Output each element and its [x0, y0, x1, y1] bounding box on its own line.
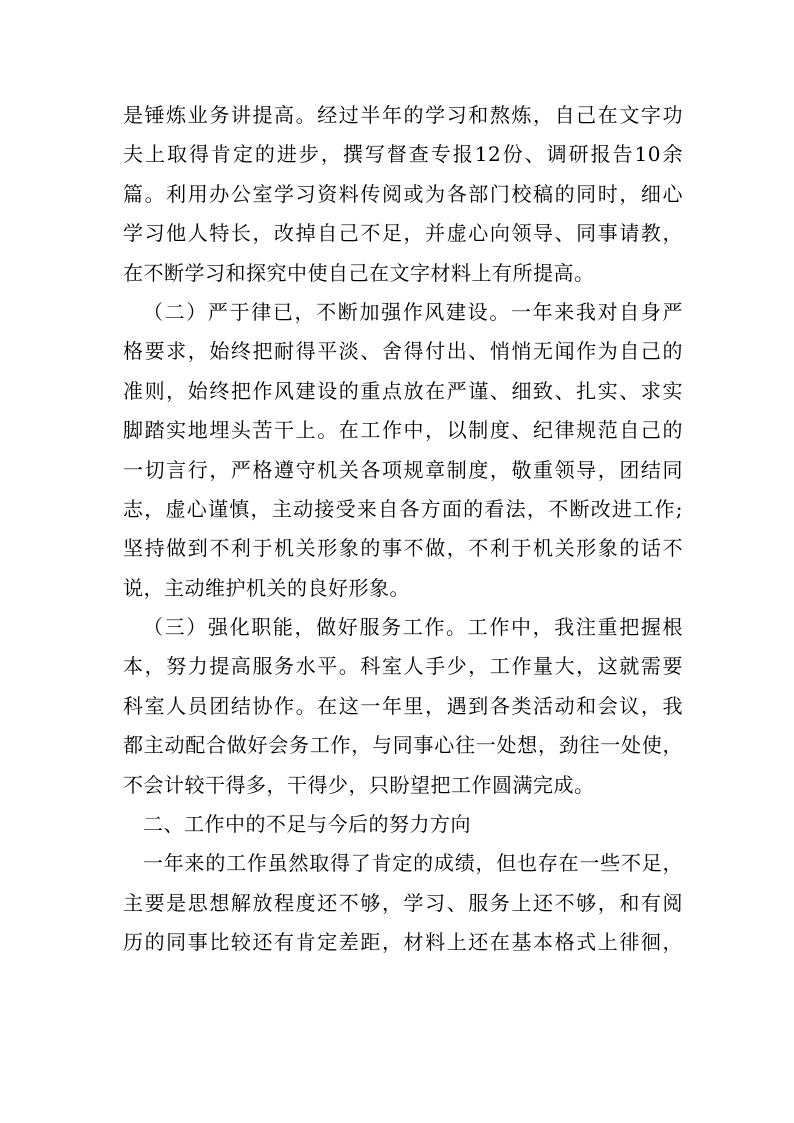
text-line: 格要求，始终把耐得平淡、舍得付出、悄悄无闻作为自己的	[123, 339, 683, 364]
text-line: 说，主动维护机关的良好形象。	[123, 575, 410, 600]
paragraph-start-line: （二）严于律已，不断加强作风建设。一年来我对自身严	[143, 299, 683, 324]
section-heading: 二、工作中的不足与今后的努力方向	[143, 812, 471, 837]
text-line: 志，虚心谨慎，主动接受来自各方面的看法，不断改进工作;	[123, 496, 683, 521]
text-line: 都主动配合做好会务工作，与同事心往一处想，劲往一处使，	[123, 733, 683, 758]
document-body	[123, 96, 683, 963]
text-line: 在不断学习和探究中使自己在文字材料上有所提高。	[123, 260, 595, 285]
text-line: 本，努力提高服务水平。科室人手少，工作量大，这就需要	[123, 654, 683, 679]
text-line: 主要是思想解放程度还不够，学习、服务上还不够，和有阅	[123, 890, 683, 915]
text-line: 科室人员团结协作。在这一年里，遇到各类活动和会议，我	[123, 693, 683, 718]
text-line: 一切言行，严格遵守机关各项规章制度，敬重领导，团结同	[123, 457, 683, 482]
text-line: 不会计较干得多，干得少，只盼望把工作圆满完成。	[123, 772, 595, 797]
text-line: 历的同事比较还有肯定差距，材料上还在基本格式上徘徊，	[123, 930, 683, 955]
paragraph-start-line: 一年来的工作虽然取得了肯定的成绩，但也存在一些不足，	[143, 851, 683, 876]
text-line: 学习他人特长，改掉自己不足，并虚心向领导、同事请教，	[123, 221, 683, 246]
text-line: 篇。利用办公室学习资料传阅或为各部门校稿的同时，细心	[123, 181, 683, 206]
text-line: 夫上取得肯定的进步，撰写督查专报12份、调研报告10余	[123, 142, 683, 167]
text-line: 脚踏实地埋头苦干上。在工作中，以制度、纪律规范自己的	[123, 418, 683, 443]
text-line: 准则，始终把作风建设的重点放在严谨、细致、扎实、求实	[123, 378, 683, 403]
text-line: 是锤炼业务讲提高。经过半年的学习和熬炼，自己在文字功	[123, 103, 683, 127]
text-line: 坚持做到不利于机关形象的事不做，不利于机关形象的话不	[123, 536, 683, 561]
paragraph-start-line: （三）强化职能，做好服务工作。工作中，我注重把握根	[143, 615, 683, 640]
